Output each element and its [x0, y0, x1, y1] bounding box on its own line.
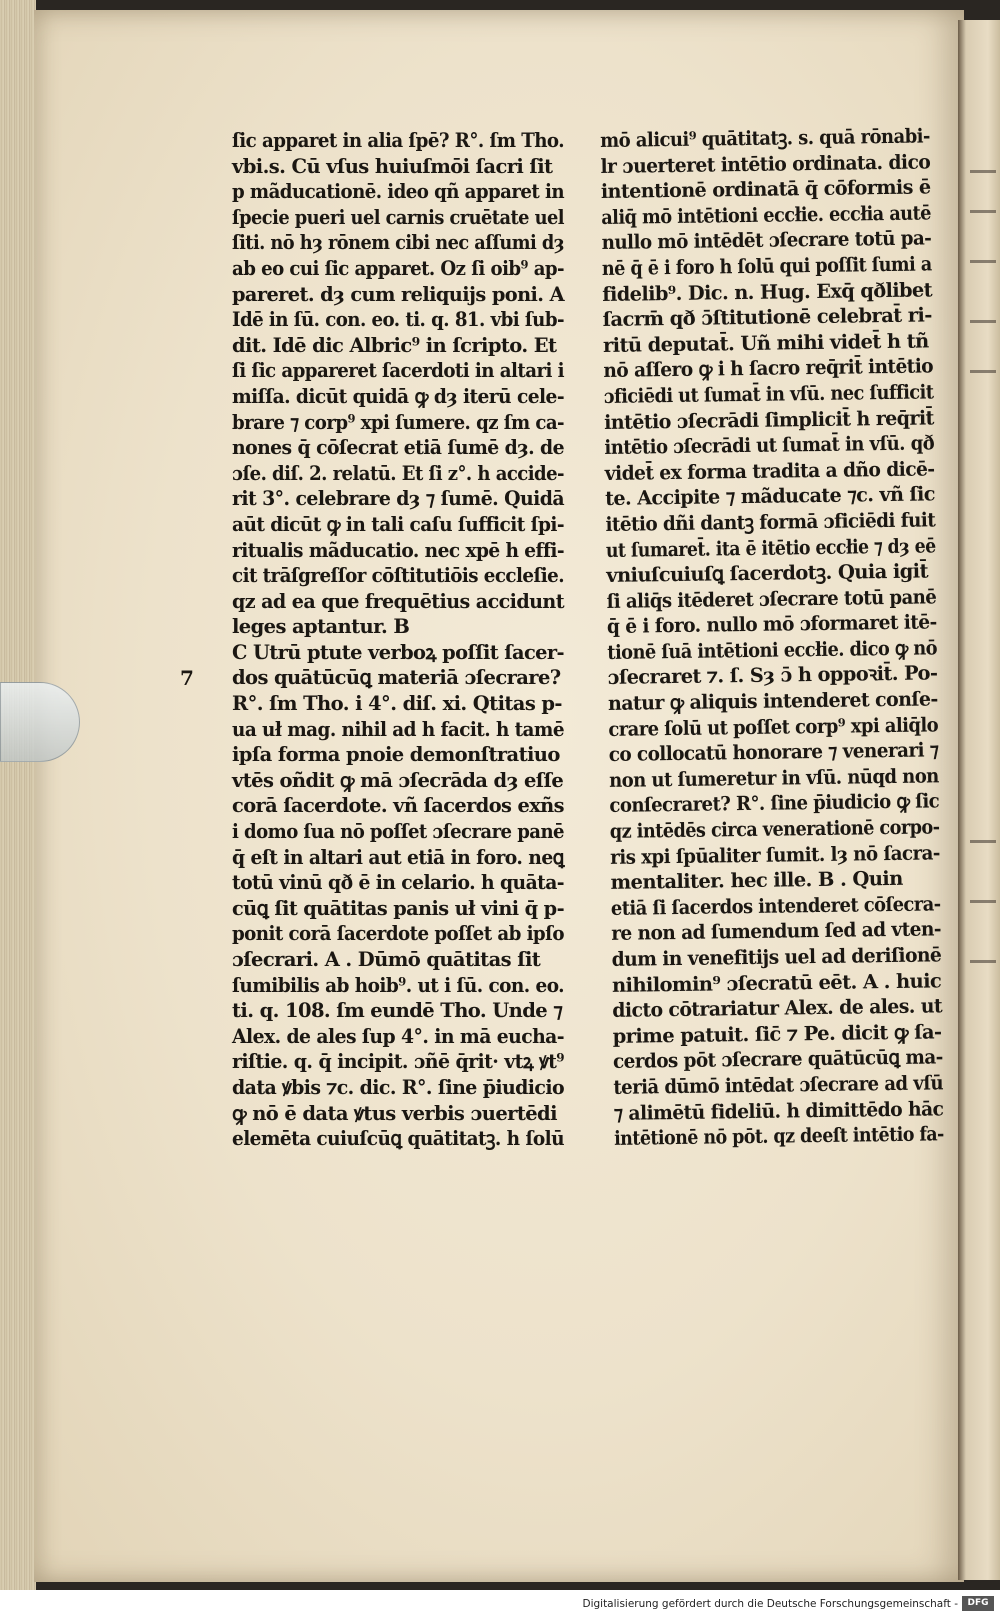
- text-line: miſſa. dicūt quidā ꝙ dȝ iterū cele-: [232, 384, 564, 408]
- text-line: ab eo cui ſic apparet. Oz ſi oib⁹ ap-: [232, 256, 564, 280]
- text-line: mō alicui⁹ quātitatꝫ. s. quā rōnabi-: [600, 124, 931, 152]
- page-clip: [0, 682, 80, 762]
- text-line: cūꝗ ſit quātitas panis uł vini q̄ p-: [232, 896, 564, 920]
- text-line: ipſa forma pnoie demonſtratiuo: [232, 743, 560, 767]
- text-line: re non ad ſumendum ſed ad vten-: [611, 917, 942, 946]
- text-line: ris xpi ſpūaliter ſumit. lȝ nō ſacra-: [610, 840, 941, 869]
- text-line: teriā dūmō intēdat ɔſecrare ad vſū: [613, 1071, 944, 1099]
- footer-bar: [0, 1590, 1000, 1619]
- right-text-column: [600, 123, 944, 1151]
- text-line: elemēta cuiuſcūꝗ quātitatꝫ. h ſolū: [232, 1127, 564, 1151]
- text-line: corā ſacerdote. vñ ſacerdos exñs: [232, 794, 564, 818]
- text-line: ſpecie pueri uel carnis cruētate uel: [232, 205, 564, 229]
- text-line: aūt dicūt ꝙ in tali caſu ſufficit ſpi-: [232, 512, 564, 536]
- text-line: intētio ɔſecrādi ut ſumat̄ in vſū. qð: [604, 431, 935, 460]
- text-line: totū vinū qð ē in celario. h quāta-: [232, 871, 564, 895]
- text-line: ritū deputat̄. Uñ mihi videt̄ h tñ: [602, 329, 929, 357]
- text-line: dicto cōtrariatur Alex. de ales. ut: [612, 994, 943, 1023]
- text-line: ſiti. nō hȝ rōnem cibi nec aſſumi dȝ: [232, 231, 564, 255]
- text-line: ponit corā ſacerdote poſſet ab ipſo: [232, 922, 564, 946]
- left-text-column: [232, 128, 564, 1152]
- text-line: q̄ eſt in altari aut etiā in foro. neꝗ: [232, 845, 564, 869]
- text-line: dos quātūcūꝗ materiā ɔſecrare?: [232, 666, 561, 690]
- text-line: fidelib⁹. Dic. n. Hug. Exq̄ qðlibet: [602, 277, 933, 306]
- text-line: pareret. dȝ cum reliquijs poni. A: [232, 282, 564, 306]
- page-edges: [0, 0, 36, 1590]
- facing-page-text-trace: [970, 960, 996, 963]
- text-line: vbi.s. Cū vſus huiuſmōi ſacri ſit: [232, 154, 553, 178]
- text-line: ſacrm̄ qð ɔ̄ſtitutionē celebrat̄ ri-: [602, 303, 932, 332]
- text-line: ꝙ nō ē data ꝟtus verbis ɔuertēdi: [232, 1101, 557, 1125]
- text-line: R°. ſm Tho. i 4°. diſ. xi. Qtitas p-: [232, 692, 562, 716]
- text-line: nullo mō intēdēt ɔſecrare totū pa-: [601, 226, 932, 255]
- text-line: ɔſecraret ⁊. ſ. Sȝ ɔ̄ h oppoꝛit̄. Po-: [607, 661, 938, 690]
- text-line: data ꝟbis ⁊c. dic. R°. ſine p̄iudicio: [232, 1075, 564, 1099]
- text-line: crare ſolū ut poſſet corp⁹ xpi aliq̄lo: [608, 712, 939, 741]
- text-line: mentaliter. hec ille. B . Quin: [610, 867, 903, 895]
- text-line: ɔſe. diſ. 2. relatū. Et ſi z°. h accide-: [232, 461, 564, 485]
- facing-page-text-trace: [970, 260, 996, 263]
- text-line: tionē ſuā intētioni eccłie. dico ꝙ nō: [607, 636, 938, 664]
- text-line: Alex. de ales ſup 4°. in mā eucha-: [232, 1024, 564, 1048]
- text-line: lr ɔuerteret intētio ordinata. dico: [600, 149, 931, 178]
- text-line: vniuſcuiuſꝗ ſacerdotꝫ. Quia igit̄: [606, 559, 929, 588]
- text-line: dit. Idē dic Albric⁹ in ſcripto. Et: [232, 333, 557, 357]
- facing-page-text-trace: [970, 320, 996, 323]
- text-line: Idē in ſū. con. eo. ti. q. 81. vbi ſub-: [232, 308, 564, 332]
- text-line: itētio dñi dantꝫ formā ɔficiēdi fuit: [605, 508, 936, 536]
- text-line: ſic apparet in alia ſpē? R°. ſm Tho.: [232, 129, 564, 152]
- text-line: qz ad ea que frequētius accidunt: [232, 589, 564, 613]
- text-line: brare ⁊ corp⁹ xpi ſumere. qz ſm ca-: [232, 410, 564, 434]
- text-line: leges aptantur. B: [232, 615, 410, 639]
- text-line: natur ꝙ aliquis intenderet conſe-: [607, 687, 938, 716]
- text-line: etiā ſi ſacerdos intenderet cōſecra-: [610, 892, 941, 920]
- text-line: prime patuit. ſic̄ ⁊ Pe. dicit ꝙ ſa-: [612, 1020, 942, 1048]
- text-line: co collocatū honorare ⁊ venerari ⁊: [608, 738, 939, 767]
- text-line: vtēs oñdit ꝙ mā ɔſecrāda dȝ eſſe: [232, 768, 564, 792]
- text-line: i domo ſua nō poſſet ɔſecrare panē: [232, 820, 564, 844]
- facing-page-text-trace: [970, 210, 996, 213]
- facing-page-text-trace: [970, 370, 996, 373]
- text-line: C Utrū ptute verboꝝ poſſit ſacer-: [232, 640, 564, 664]
- text-line: ſi aliq̄s itēderet ɔſecrare totū panē: [606, 585, 937, 613]
- text-line: nē q̄ ē i foro h ſolū qui poſſit ſumi a: [601, 252, 932, 280]
- digitization-credit: Digitalisierung gefördert durch die Deutsche Forschungsgemeinschaft -: [582, 1598, 958, 1610]
- facing-page-text-trace: [970, 900, 996, 903]
- text-line: nihilomin⁹ ɔſecratū eēt. A . huic: [611, 968, 942, 997]
- text-line: ua uł mag. nihil ad h facit. h tamē: [232, 717, 564, 741]
- margin-mark: 7: [180, 666, 194, 690]
- text-line: cerdos pōt ɔſecrare quātūcūꝗ ma-: [612, 1045, 943, 1074]
- text-line: q̄ ē i foro. nullo mō ɔformaret itē-: [606, 610, 937, 639]
- text-line: ɔſecrari. A . Dūmō quātitas ſit: [232, 948, 541, 971]
- text-line: dum in venefitijs uel ad deriſionē: [611, 943, 942, 971]
- text-line: ⁊ alimētū fideliū. h dimittēdo hāc: [613, 1096, 944, 1125]
- text-line: aliq̄ mō intētioni eccłie. eccłia autē: [601, 201, 932, 229]
- facing-page-text-trace: [970, 170, 996, 173]
- facing-page-text-trace: [970, 840, 996, 843]
- text-line: conſecraret? R°. ſine p̄iudicio ꝙ ſic: [609, 789, 940, 818]
- text-line: cit trāſgreſſor cōſtitutiōis eccleſie.: [232, 564, 564, 588]
- text-line: ɔficiēdi ut ſumat̄ in vſū. nec ſufficit: [603, 380, 934, 408]
- text-line: ſi ſic appareret ſacerdoti in altari i: [232, 359, 564, 383]
- text-line: intētionē nō pōt. qz deeſt intētio fa-: [613, 1122, 944, 1151]
- text-line: p mãducationē. ideo qñ apparet in: [232, 180, 564, 204]
- text-line: qz intēdēs circa venerationē corpo-: [609, 815, 940, 843]
- text-line: videt̄ ex forma tradita a dño dicē-: [604, 457, 935, 485]
- text-line: te. Accipite ⁊ mãducate ⁊c. vñ ſic: [605, 482, 935, 511]
- text-line: intētio ɔſecrādi ſimplicit̄ h req̄rit̄: [603, 405, 934, 434]
- text-line: ritualis mãducatio. nec xpē h effi-: [232, 538, 564, 562]
- text-line: intentionē ordinatā q̄ cōformis ē: [600, 175, 931, 204]
- text-line: nō aſſero ꝙ i h ſacro req̄rit̄ intētio: [603, 354, 934, 383]
- text-line: rit 3°. celebrare dȝ ⁊ ſumē. Quidā: [232, 487, 564, 511]
- text-line: nones q̄ cōſecrat etiā ſumē dȝ. de: [232, 436, 564, 460]
- text-line: ti. q. 108. ſm eundē Tho. Unde ⁊: [232, 999, 563, 1023]
- text-line: riſtie. q. q̄ incipit. ɔñē q̄rit· vtꝝ ꝟt⁹: [232, 1050, 564, 1074]
- text-line: ut ſumaret̄. ita ē itētio eccłie ⁊ dȝ eē: [605, 533, 936, 562]
- facing-page-edge: [958, 20, 1000, 1580]
- text-line: ſumibilis ab hoib⁹. ut i ſū. con. eo.: [232, 973, 564, 997]
- text-line: non ut ſumeretur in vſū. nūqd non: [608, 764, 939, 792]
- dfg-logo: DFG: [962, 1596, 994, 1611]
